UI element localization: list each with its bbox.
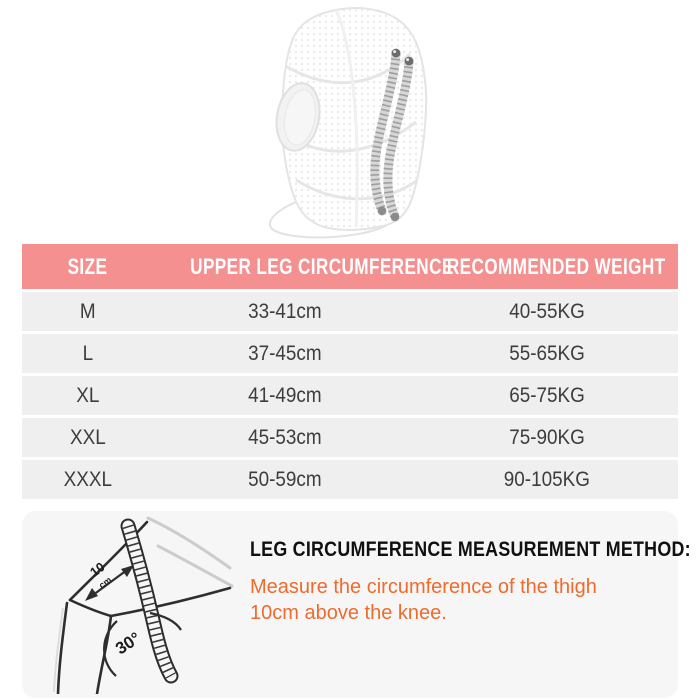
cell-size: XXL [69, 425, 106, 449]
cell-weight: 65-75KG [508, 383, 585, 407]
measurement-instruction [250, 574, 670, 626]
distance-unit-label: cm [96, 574, 114, 591]
cell-circumference: 41-49cm [247, 383, 322, 407]
header-cell-size: SIZE [67, 253, 108, 279]
instruction-line-2: 10cm above the knee. [250, 602, 447, 624]
knee-brace-product-image [264, 2, 436, 242]
table-row-m [22, 292, 678, 331]
size-table-header [22, 244, 678, 289]
cell-circumference: 50-59cm [247, 467, 322, 491]
header-cell-circumference: UPPER LEG CIRCUMFERENCE [190, 253, 454, 279]
measurement-method-text [250, 538, 691, 626]
cell-weight: 90-105KG [503, 467, 590, 491]
table-row-xxxl [22, 460, 678, 499]
measurement-method-panel [22, 511, 691, 698]
distance-value-label: 10 [87, 559, 108, 580]
instruction-line-1: Measure the circumference of the thigh [250, 576, 597, 598]
cell-weight: 75-90KG [508, 425, 585, 449]
cell-weight: 55-65KG [508, 341, 585, 365]
cell-circumference: 45-53cm [247, 425, 322, 449]
cell-size: XXXL [63, 467, 112, 491]
cell-circumference: 37-45cm [247, 341, 322, 365]
header-cell-weight: RECOMMENDED WEIGHT [446, 253, 666, 279]
table-row-xxl [22, 418, 678, 457]
cell-size: XL [76, 383, 100, 407]
body-contour-faint [148, 518, 232, 586]
size-table [22, 244, 678, 499]
product-photo-area [0, 0, 700, 244]
cell-size: M [79, 299, 96, 323]
table-row-xl [22, 376, 678, 415]
cell-weight: 40-55KG [508, 299, 585, 323]
measurement-method-heading: LEG CIRCUMFERENCE MEASUREMENT METHOD: [250, 538, 691, 561]
cell-size: L [82, 341, 93, 365]
table-row-l [22, 334, 678, 373]
angle-label: 30° [112, 628, 144, 659]
distance-arrow [85, 559, 134, 601]
cell-circumference: 33-41cm [247, 299, 322, 323]
leg-measurement-diagram [30, 516, 238, 694]
